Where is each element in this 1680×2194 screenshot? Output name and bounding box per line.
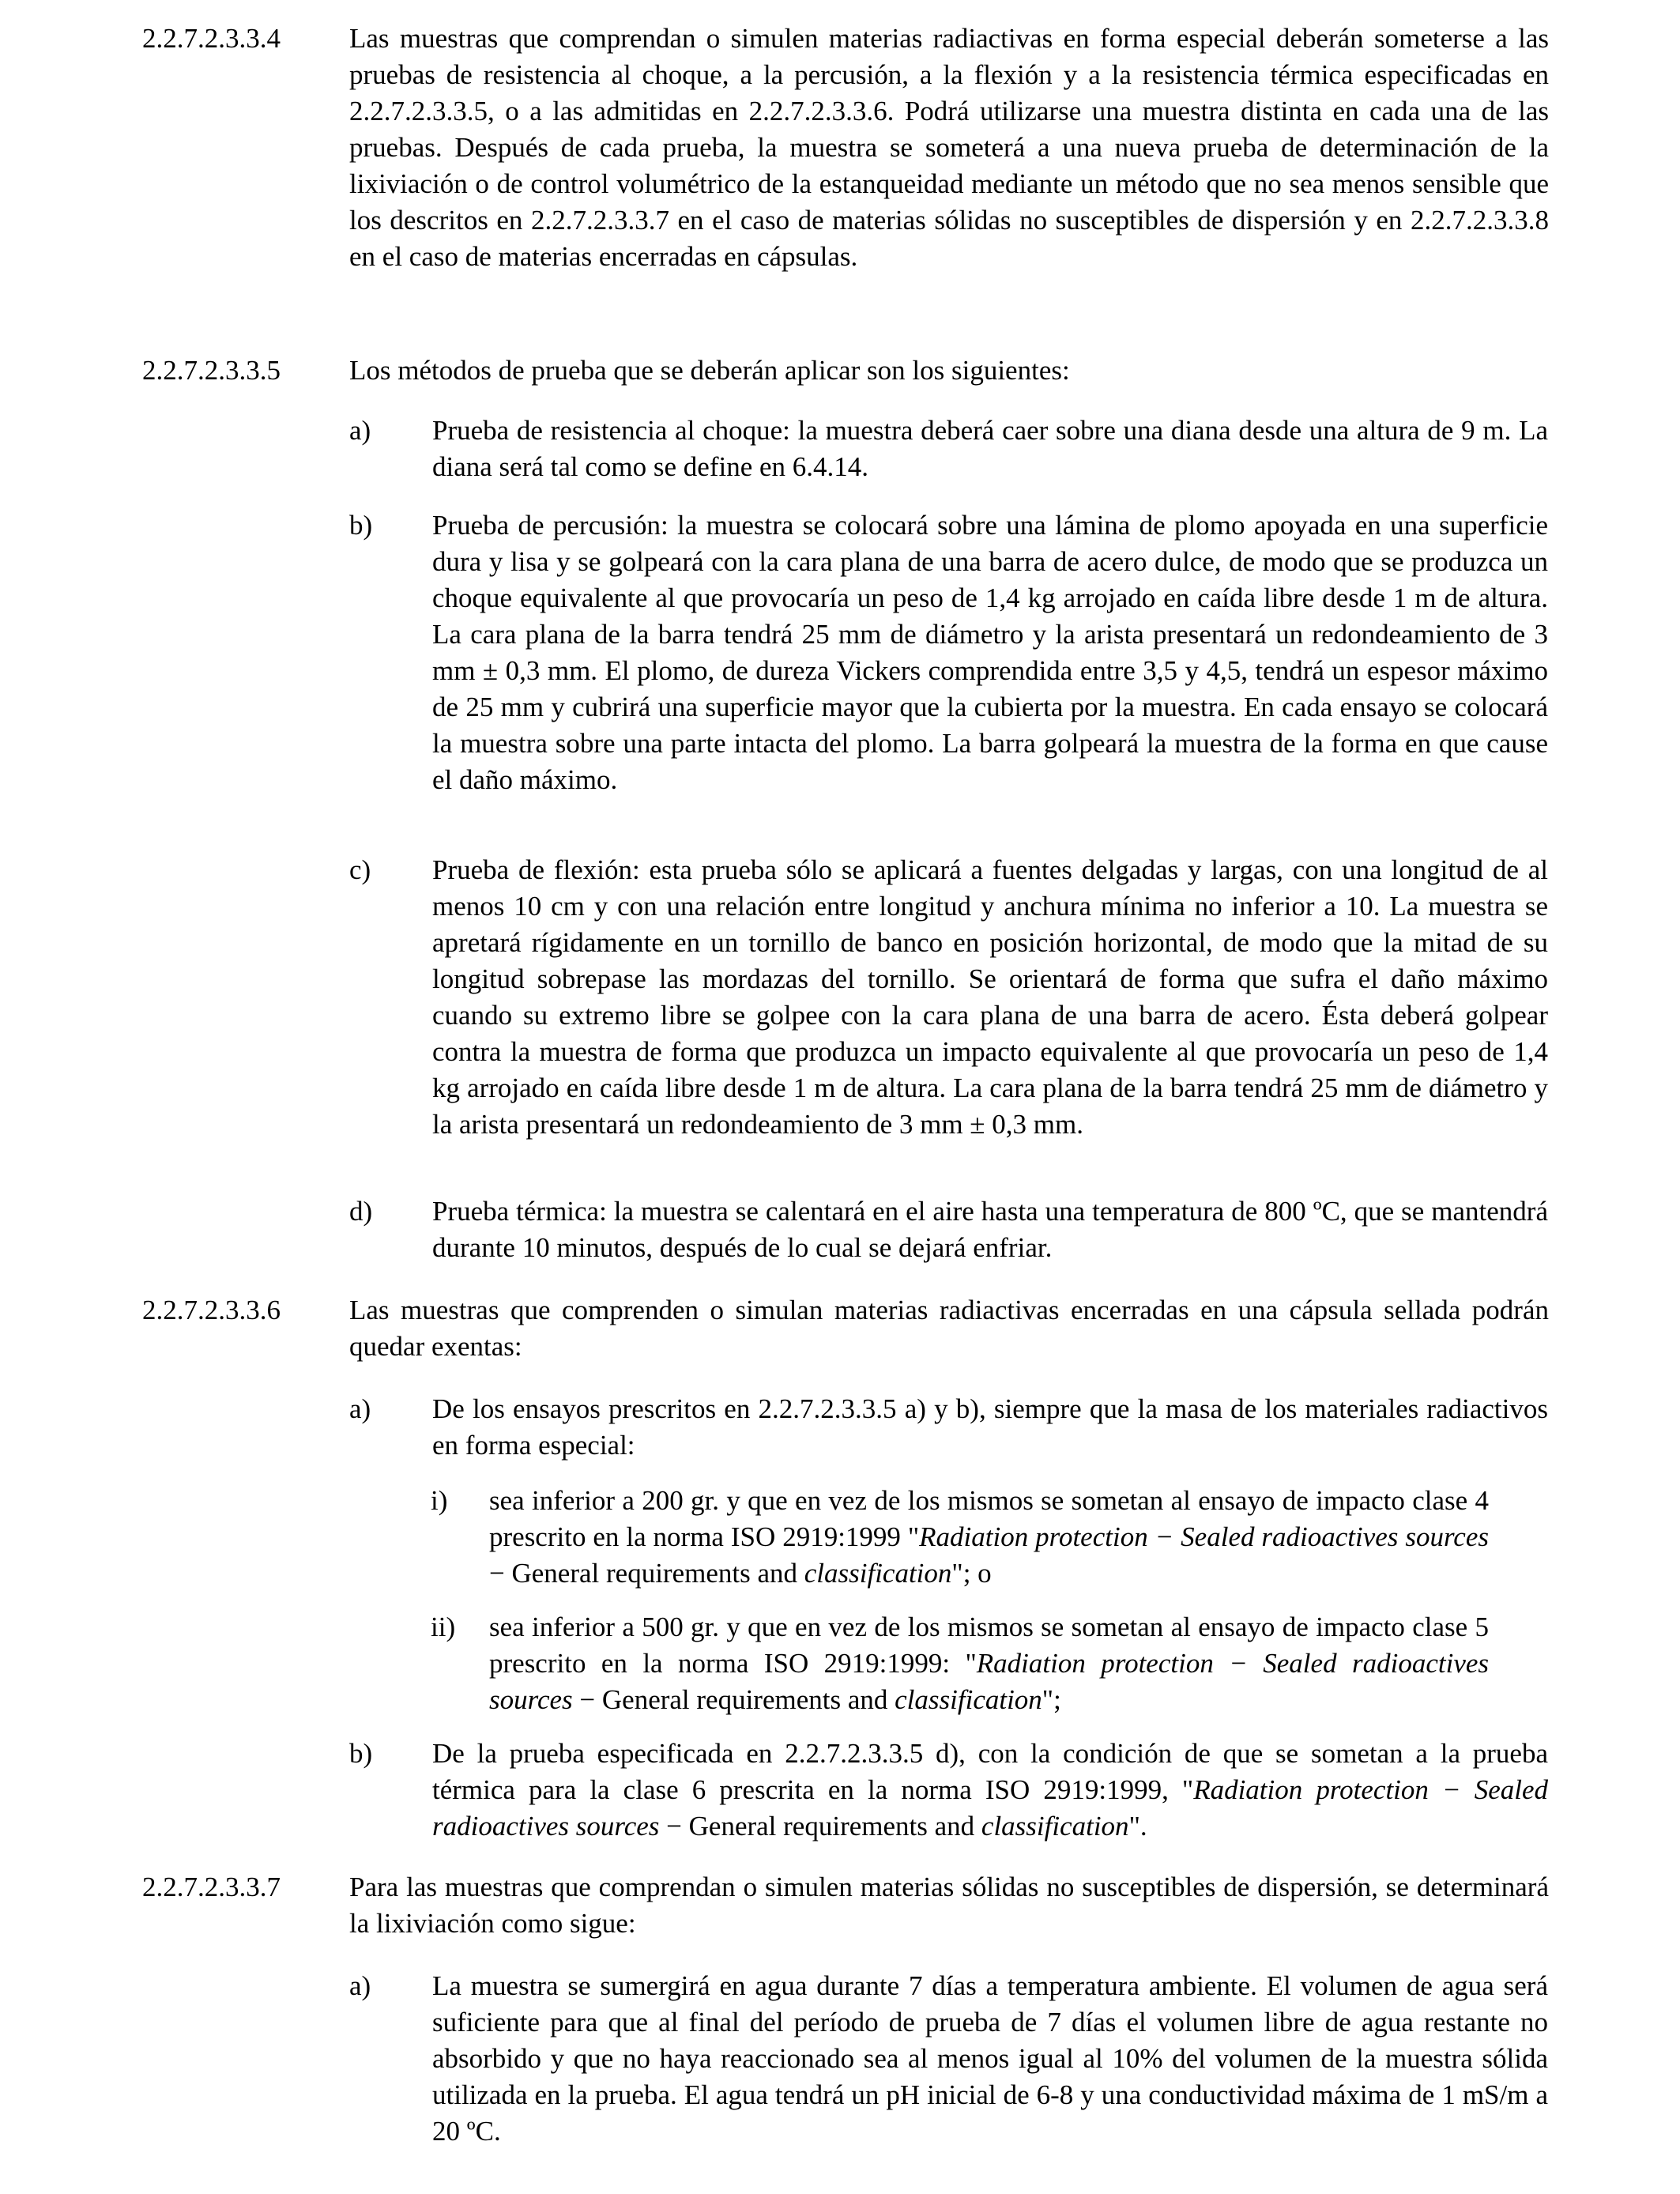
section-text: Las muestras que comprenden o simulan materias radiactivas encerradas en una cápsula sellada podrán quedar exentas:	[349, 1295, 1549, 1362]
list-label: c)	[349, 854, 371, 885]
list-label: a)	[349, 415, 371, 446]
list-subitem-ii	[431, 1609, 1489, 1718]
section-2-2-7-2-3-3-6	[142, 1292, 1549, 1365]
list-text: Prueba de resistencia al choque: la muestra deberá caer sobre una diana desde una altura de 9 m. La diana será tal como se define en 6.4.14.	[432, 415, 1548, 482]
section-2-2-7-2-3-3-7	[142, 1869, 1549, 1942]
list-text: La muestra se sumergirá en agua durante 7 días a temperatura ambiente. El volumen de agua será suficiente para que al final del período de prueba de 7 días el volumen libre de agua restante no absorbido y que no haya reaccionado sea al menos igual al 10% del volumen de la muestra sólida utilizada en la prueba. El agua tendrá un pH inicial de 6-8 y una conductividad máxima de 1 mS/m a 20 ºC.	[432, 1970, 1548, 2147]
section-number: 2.2.7.2.3.3.6	[142, 1295, 281, 1325]
list-label: d)	[349, 1196, 373, 1227]
list-label: a)	[349, 1970, 371, 2001]
section-number: 2.2.7.2.3.3.4	[142, 23, 281, 54]
section-number: 2.2.7.2.3.3.5	[142, 355, 281, 386]
list-label: a)	[349, 1393, 371, 1424]
list-text: Prueba térmica: la muestra se calentará en el aire hasta una temperatura de 800 ºC, que se mantendrá durante 10 minutos, después de lo cual se dejará enfriar.	[432, 1196, 1548, 1263]
list-text: sea inferior a 500 gr. y que en vez de los mismos se sometan al ensayo de impacto clase 5 prescrito en la norma ISO 2919:1999: "Radiation protection − Sealed radioactives sources − General requirements and classification";	[489, 1612, 1490, 1715]
section-2-2-7-2-3-3-5	[142, 352, 1549, 389]
list-item-a	[349, 1391, 1548, 1464]
list-label: b)	[349, 510, 373, 541]
list-item-c	[349, 852, 1548, 1143]
section-number: 2.2.7.2.3.3.7	[142, 1872, 281, 1902]
section-text: Para las muestras que comprendan o simulen materias sólidas no susceptibles de dispersión, se determinará la lixiviación como sigue:	[349, 1872, 1549, 1939]
section-2-2-7-2-3-3-4	[142, 21, 1549, 275]
list-label: ii)	[431, 1612, 456, 1642]
list-item-b	[349, 1736, 1548, 1845]
list-text: De los ensayos prescritos en 2.2.7.2.3.3.5 a) y b), siempre que la masa de los materiales radiactivos en forma especial:	[432, 1393, 1548, 1461]
list-item-d	[349, 1193, 1548, 1266]
list-item-a	[349, 1968, 1548, 2150]
list-subitem-i	[431, 1483, 1489, 1592]
section-text: Las muestras que comprendan o simulen materias radiactivas en forma especial deberán someterse a las pruebas de resistencia al choque, a la percusión, a la flexión y a la resistencia térmica especificadas en 2.2.7.2.3.3.5, o a las admitidas en 2.2.7.2.3.3.6. Podrá utilizarse una muestra distinta en cada una de las pruebas. Después de cada prueba, la muestra se someterá a una nueva prueba de determinación de la lixiviación o de control volumétrico de la estanqueidad mediante un método que no sea menos sensible que los descritos en 2.2.7.2.3.3.7 en el caso de materias sólidas no susceptibles de dispersión y en 2.2.7.2.3.3.8 en el caso de materias encerradas en cápsulas.	[349, 23, 1549, 272]
list-text: Prueba de flexión: esta prueba sólo se aplicará a fuentes delgadas y largas, con una longitud de al menos 10 cm y con una relación entre longitud y anchura mínima no inferior a 10. La muestra se apretará rígidamente en un tornillo de banco en posición horizontal, de modo que la mitad de su longitud sobrepase las mordazas del tornillo. Se orientará de forma que sufra el daño máximo cuando su extremo libre se golpee con la cara plana de una barra de acero. Ésta deberá golpear contra la muestra de forma que produzca un impacto equivalente al que provocaría un peso de 1,4 kg arrojado en caída libre desde 1 m de altura. La cara plana de la barra tendrá 25 mm de diámetro y la arista presentará un redondeamiento de 3 mm ± 0,3 mm.	[432, 854, 1548, 1140]
list-text: De la prueba especificada en 2.2.7.2.3.3.5 d), con la condición de que se sometan a la prueba térmica para la clase 6 prescrita en la norma ISO 2919:1999, "Radiation protection − Sealed radioactives sources − General requirements and classification".	[432, 1738, 1548, 1842]
list-item-a	[349, 413, 1548, 485]
list-text: sea inferior a 200 gr. y que en vez de los mismos se sometan al ensayo de impacto clase 4 prescrito en la norma ISO 2919:1999 "Radiation protection − Sealed radioactives sources − General requirements and classification"; o	[489, 1485, 1489, 1589]
list-label: i)	[431, 1485, 448, 1516]
list-label: b)	[349, 1738, 373, 1769]
section-text: Los métodos de prueba que se deberán aplicar son los siguientes:	[349, 355, 1070, 386]
list-item-b	[349, 507, 1548, 798]
list-text: Prueba de percusión: la muestra se colocará sobre una lámina de plomo apoyada en una superficie dura y lisa y se golpeará con la cara plana de una barra de acero dulce, de modo que se produzca un choque equivalente al que provocaría un peso de 1,4 kg arrojado en caída libre desde 1 m de altura. La cara plana de la barra tendrá 25 mm de diámetro y la arista presentará un redondeamiento de 3 mm ± 0,3 mm. El plomo, de dureza Vickers comprendida entre 3,5 y 4,5, tendrá un espesor máximo de 25 mm y cubrirá una superficie mayor que la cubierta por la muestra. En cada ensayo se colocará la muestra sobre una parte intacta del plomo. La barra golpeará la muestra de la forma en que cause el daño máximo.	[432, 510, 1548, 795]
